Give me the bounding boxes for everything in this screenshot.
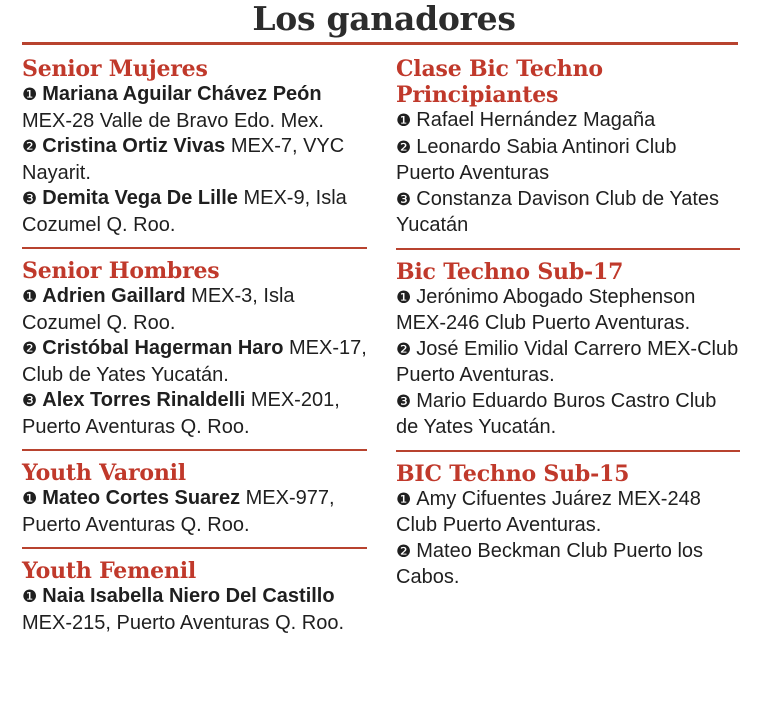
winner-entry (396, 487, 740, 539)
place-number: ❸ (22, 391, 38, 411)
place-number: ❷ (396, 137, 412, 158)
winner-text: Constanza Davison Club de Yates Yucatán (396, 187, 720, 236)
winner-entry (22, 284, 367, 336)
section-youth-femenil (22, 558, 367, 636)
place-number: ❸ (22, 189, 38, 209)
winner-entry (396, 337, 740, 389)
section-heading: BIC Techno Sub-15 (396, 460, 630, 487)
place-number: ❷ (396, 339, 412, 360)
section-divider (22, 547, 367, 549)
left-column (22, 56, 367, 636)
winner-text: Mario Eduardo Buros Castro Club de Yates Yucatán. (396, 389, 717, 438)
section-heading: Senior Mujeres (22, 56, 208, 82)
winner-entry (22, 82, 367, 134)
section-senior-mujeres (22, 56, 367, 238)
section-heading: Senior Hombres (22, 258, 220, 284)
section-bic-techno-sub-17 (396, 259, 740, 441)
winner-name: Mariana Aguilar Chávez Peón (42, 83, 322, 105)
section-divider (396, 450, 740, 452)
place-number: ❶ (396, 111, 412, 131)
winner-detail: MEX-3, Isla Cozumel Q. Roo. (22, 285, 295, 334)
place-number: ❶ (396, 287, 412, 308)
winner-text: Mateo Beckman Club Puerto los Cabos. (396, 539, 704, 588)
place-number: ❶ (22, 287, 38, 307)
winner-detail: MEX-201, Puerto Aventuras Q. Roo. (22, 389, 340, 438)
section-divider (396, 248, 740, 250)
place-number: ❶ (22, 85, 38, 105)
winner-entry (22, 486, 367, 538)
winner-detail: MEX-977, Puerto Aventuras Q. Roo. (22, 487, 335, 536)
place-number: ❷ (22, 339, 38, 359)
winner-detail: MEX-9, Isla Cozumel Q. Roo. (22, 187, 347, 236)
winner-name: Cristóbal Hagerman Haro (42, 337, 284, 359)
section-bic-techno-principiantes (396, 56, 740, 239)
winner-text: Amy Cifuentes Juárez MEX-248 Club Puerto Aventuras. (396, 487, 701, 536)
place-number: ❶ (396, 489, 412, 510)
section-youth-varonil (22, 460, 367, 538)
winner-entry (396, 108, 740, 135)
winner-entry (22, 388, 367, 440)
winner-entry (22, 336, 367, 388)
winner-entry (22, 584, 367, 636)
section-divider (22, 449, 367, 451)
section-senior-hombres (22, 258, 367, 440)
right-column (396, 56, 740, 591)
winner-name: Demita Vega De Lille (42, 187, 238, 209)
winner-detail: MEX-7, VYC Nayarit. (22, 135, 345, 184)
winner-text: Rafael Hernández Magaña (416, 109, 656, 131)
section-heading: Clase Bic Techno Principiantes (396, 56, 603, 108)
winner-entry (396, 135, 740, 187)
winner-name: Mateo Cortes Suarez (42, 487, 241, 509)
winner-entry (396, 285, 740, 337)
place-number: ❶ (22, 489, 38, 509)
section-heading: Youth Femenil (22, 558, 197, 584)
section-heading: Youth Varonil (22, 460, 186, 486)
section-heading: Bic Techno Sub-17 (396, 258, 624, 285)
winner-entry (22, 134, 367, 186)
winner-name: Cristina Ortiz Vivas (42, 135, 226, 157)
winner-entry (22, 186, 367, 238)
section-bic-techno-sub-15 (396, 461, 740, 591)
place-number: ❶ (22, 587, 38, 607)
place-number: ❸ (396, 189, 412, 210)
winner-entry (396, 539, 740, 591)
winner-entry (396, 187, 740, 239)
title-divider (22, 42, 738, 45)
winner-name: Naia Isabella Niero Del Castillo (42, 585, 335, 607)
winner-detail: MEX-215, Puerto Aventuras Q. Roo. (22, 611, 345, 634)
winner-detail: MEX-28 Valle de Bravo Edo. Mex. (22, 109, 324, 132)
winner-name: Adrien Gaillard (42, 285, 186, 307)
winner-text: Jerónimo Abogado Stephenson MEX-246 Club Puerto Aventuras. (396, 285, 696, 334)
place-number: ❸ (396, 391, 412, 412)
winner-detail: MEX-17, Club de Yates Yucatán. (22, 337, 367, 386)
winner-name: Alex Torres Rinaldelli (42, 389, 246, 411)
winner-entry (396, 389, 740, 441)
section-divider (22, 247, 367, 249)
winner-text: José Emilio Vidal Carrero MEX-Club Puerto Aventuras. (396, 337, 739, 386)
place-number: ❷ (22, 137, 38, 157)
winner-text: Leonardo Sabia Antinori Club Puerto Aventuras (396, 135, 677, 184)
page-title: Los ganadores (252, 0, 516, 38)
place-number: ❷ (396, 541, 412, 562)
